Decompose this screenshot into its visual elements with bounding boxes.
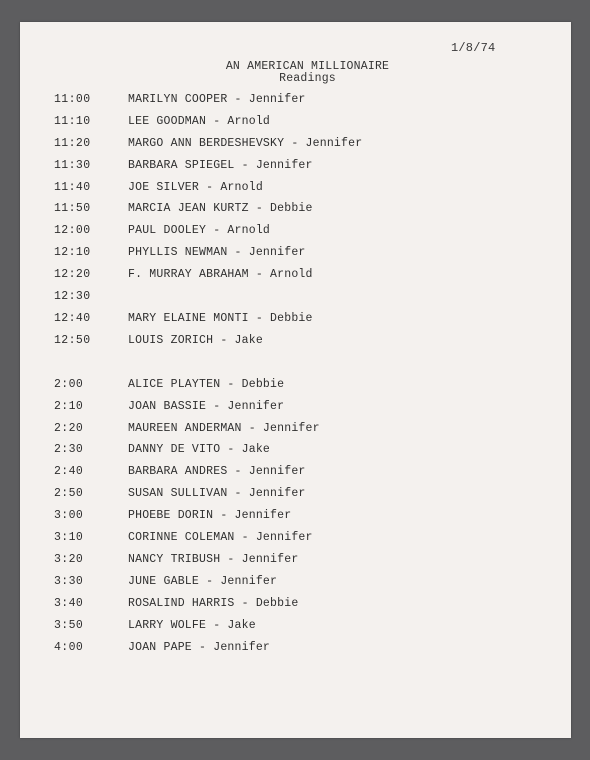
schedule-time: 3:20 [54,553,84,566]
schedule-time: 11:00 [54,93,91,106]
schedule-time: 11:40 [54,181,91,194]
schedule-entry: CORINNE COLEMAN - Jennifer [128,531,313,544]
schedule-entry: DANNY DE VITO - Jake [128,443,271,456]
schedule-time: 11:20 [54,137,91,150]
schedule-entry: PHOEBE DORIN - Jennifer [128,509,292,522]
schedule-time: 12:50 [54,334,91,347]
schedule-time: 3:00 [54,509,84,522]
schedule-time: 11:30 [54,159,91,172]
schedule-entry: MARILYN COOPER - Jennifer [128,93,306,106]
schedule-entry: SUSAN SULLIVAN - Jennifer [128,487,306,500]
schedule-entry: LOUIS ZORICH - Jake [128,334,263,347]
schedule-time: 12:00 [54,224,91,237]
document-title: AN AMERICAN MILLIONAIRE [225,60,390,73]
schedule-time: 2:00 [54,378,84,391]
schedule-time: 3:40 [54,597,84,610]
schedule-time: 2:40 [54,465,84,478]
schedule-entry: JOE SILVER - Arnold [128,181,263,194]
schedule-entry: PHYLLIS NEWMAN - Jennifer [128,246,306,259]
document-page [20,22,571,738]
schedule-time: 2:20 [54,422,84,435]
document-date: 1/8/74 [451,41,496,55]
schedule-time: 12:20 [54,268,91,281]
schedule-entry: MAUREEN ANDERMAN - Jennifer [128,422,320,435]
schedule-entry: JUNE GABLE - Jennifer [128,575,278,588]
schedule-entry: LEE GOODMAN - Arnold [128,115,271,128]
schedule-entry: JOAN PAPE - Jennifer [128,641,271,654]
schedule-entry: NANCY TRIBUSH - Jennifer [128,553,299,566]
schedule-entry: JOAN BASSIE - Jennifer [128,400,285,413]
schedule-entry: BARBARA ANDRES - Jennifer [128,465,306,478]
schedule-time: 12:40 [54,312,91,325]
schedule-time: 12:30 [54,290,91,303]
schedule-time: 2:50 [54,487,84,500]
document-subtitle: Readings [279,72,336,85]
schedule-time: 3:10 [54,531,84,544]
schedule-time: 3:30 [54,575,84,588]
schedule-entry: ALICE PLAYTEN - Debbie [128,378,285,391]
schedule-entry: MARGO ANN BERDESHEVSKY - Jennifer [128,137,363,150]
schedule-time: 4:00 [54,641,84,654]
schedule-time: 11:10 [54,115,91,128]
schedule-time: 2:30 [54,443,84,456]
schedule-entry: LARRY WOLFE - Jake [128,619,256,632]
schedule-entry: MARY ELAINE MONTI - Debbie [128,312,313,325]
schedule-entry: ROSALIND HARRIS - Debbie [128,597,299,610]
schedule-entry: F. MURRAY ABRAHAM - Arnold [128,268,313,281]
schedule-entry: MARCIA JEAN KURTZ - Debbie [128,202,313,215]
schedule-time: 3:50 [54,619,84,632]
schedule-time: 2:10 [54,400,84,413]
schedule-time: 12:10 [54,246,91,259]
schedule-entry: BARBARA SPIEGEL - Jennifer [128,159,313,172]
schedule-time: 11:50 [54,202,91,215]
schedule-entry: PAUL DOOLEY - Arnold [128,224,271,237]
